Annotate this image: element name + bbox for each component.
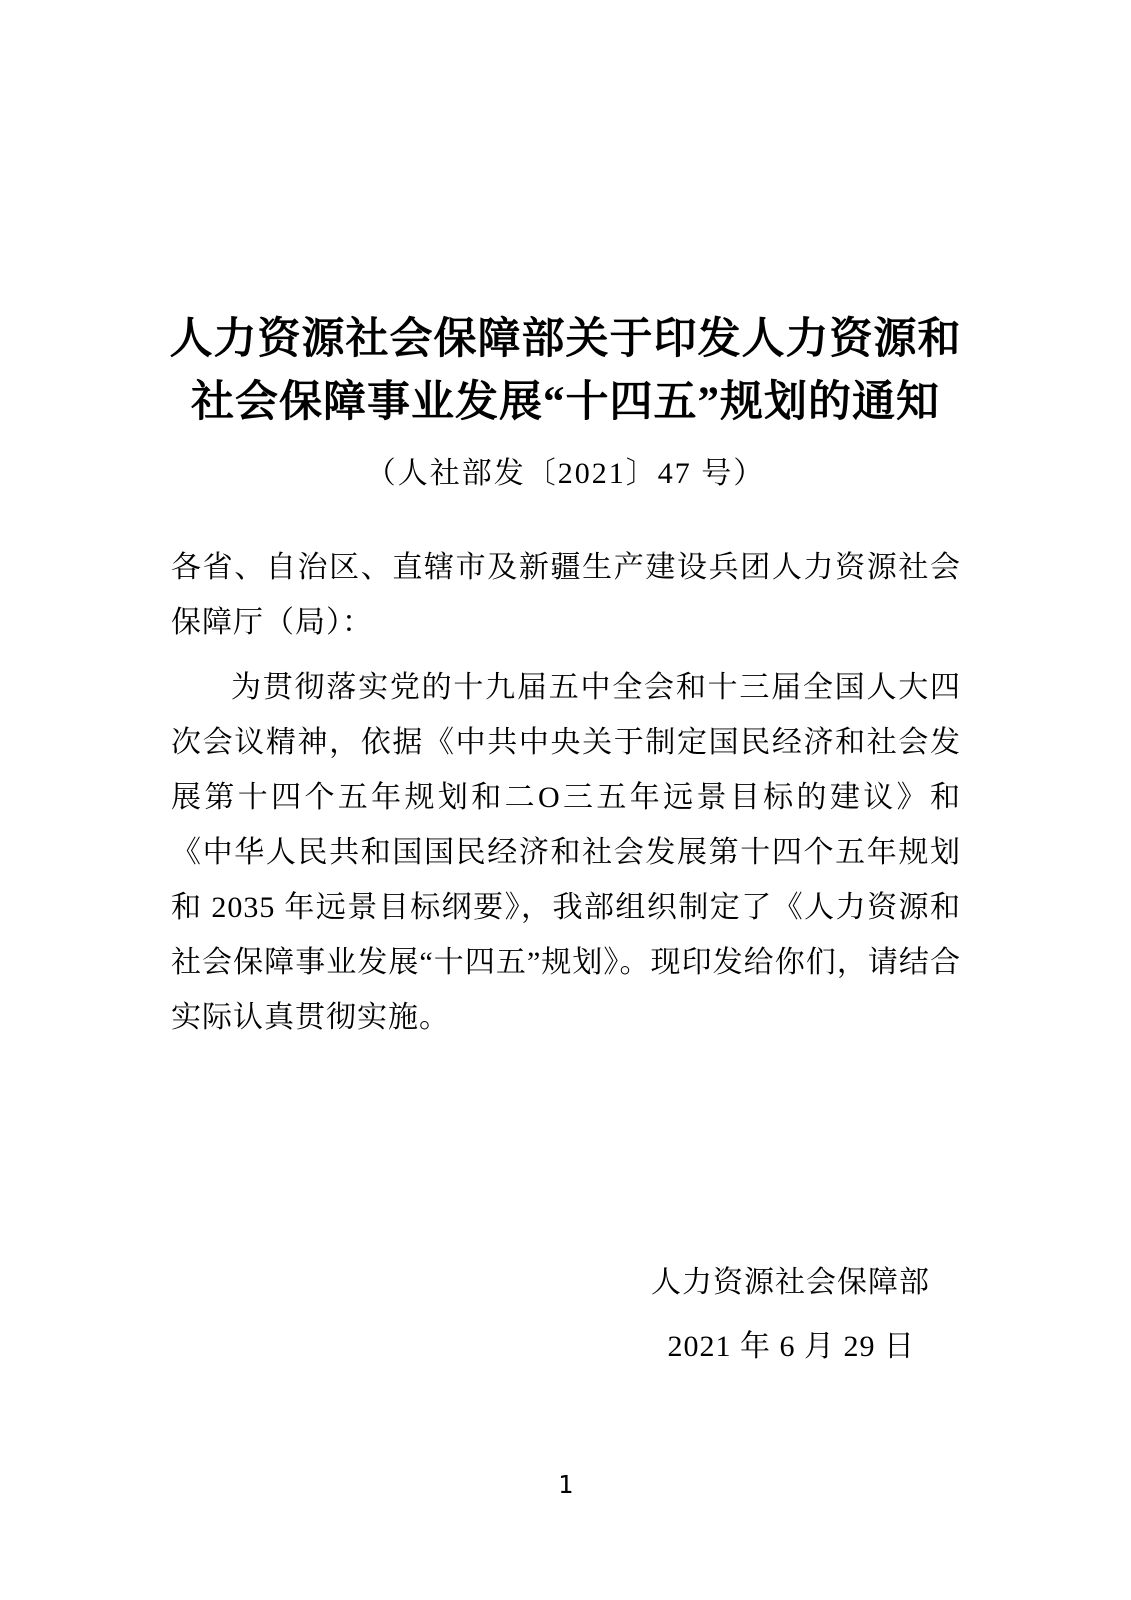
body-paragraph: 为贯彻落实党的十九届五中全会和十三届全国人大四次会议精神，依据《中共中央关于制定国民经济和社会发展第十四个五年规划和二O三五年远景目标的建议》和《中华人民共和国国民经济和社会发展第十四个五年规划和 2035 年远景目标纲要》，我部组织制定了《人力资源和社会保障事业发展“十四五”规划》。现印发给你们，请结合实际认真贯彻实施。 (171, 671, 961, 1034)
issuing-authority-signature: 人力资源社会保障部 (651, 1266, 930, 1299)
issue-date: 2021 年 6 月 29 日 (667, 1330, 915, 1363)
page-number: 1 (557, 1470, 574, 1499)
document-number: （人社部发〔2021〕47 号） (365, 457, 766, 490)
document-body (171, 540, 961, 1045)
document-title (0, 308, 1131, 434)
signature-block (0, 1262, 930, 1368)
salutation-line: 各省、自治区、直辖市及新疆生产建设兵团人力资源社会保障厅（局）： (171, 551, 961, 639)
document-title-line-2: 社会保障事业发展“十四五”规划的通知 (191, 379, 940, 426)
document-title-line-1: 人力资源社会保障部关于印发人力资源和 (169, 316, 962, 363)
